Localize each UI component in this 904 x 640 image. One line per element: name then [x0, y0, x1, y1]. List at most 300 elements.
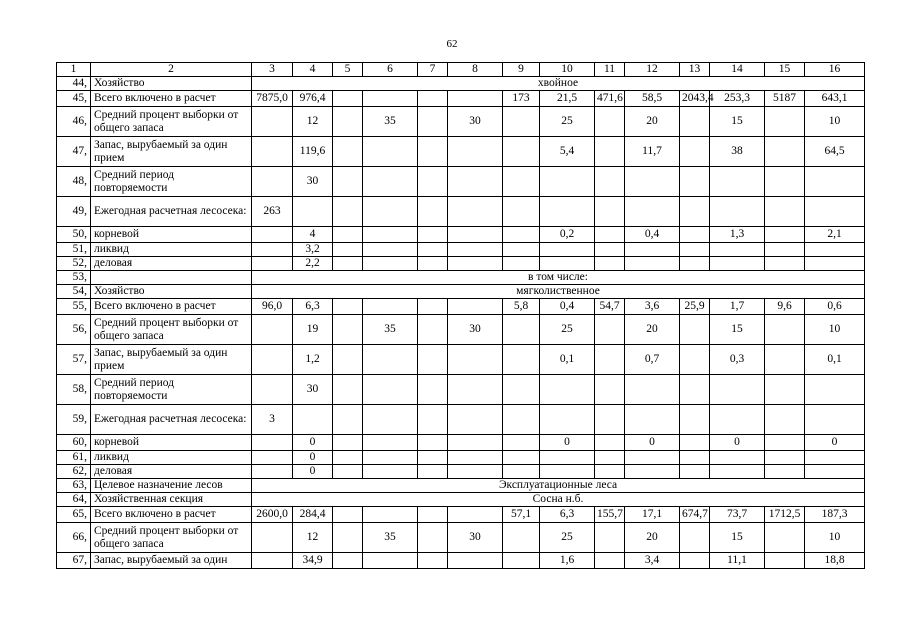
row-label: Целевое назначение лесов: [91, 479, 252, 493]
row-number: 51,: [57, 243, 91, 257]
row-label: Хозяйственная секция: [91, 493, 252, 507]
row-number: 49,: [57, 197, 91, 227]
table-cell: 2,1: [805, 227, 865, 243]
table-cell: [680, 227, 710, 243]
table-cell: [333, 107, 363, 137]
table-cell: [765, 451, 805, 465]
table-cell: [363, 227, 418, 243]
table-row: [57, 137, 865, 167]
table-row: [57, 243, 865, 257]
table-cell: 30: [448, 523, 503, 553]
column-header: 14: [710, 63, 765, 77]
table-cell: [448, 375, 503, 405]
table-cell: [418, 523, 448, 553]
table-cell: [363, 553, 418, 569]
table-cell: 10: [805, 315, 865, 345]
table-cell: [595, 345, 625, 375]
table-cell: [418, 227, 448, 243]
table-cell: [333, 167, 363, 197]
table-cell: [448, 299, 503, 315]
table-cell: [680, 137, 710, 167]
table-cell: 0,3: [710, 345, 765, 375]
table-cell: [252, 167, 293, 197]
table-cell: 173: [503, 91, 540, 107]
table-cell: [765, 523, 805, 553]
table-cell: 263: [252, 197, 293, 227]
row-label: Запас, вырубаемый за один прием: [91, 345, 252, 375]
table-cell: [805, 243, 865, 257]
table-cell: [765, 107, 805, 137]
table-cell: [503, 345, 540, 375]
table-cell: [418, 91, 448, 107]
table-cell: [805, 405, 865, 435]
table-cell: [805, 197, 865, 227]
page-number: 62: [446, 38, 458, 50]
table-cell: [333, 553, 363, 569]
row-number: 57,: [57, 345, 91, 375]
table-cell: [363, 375, 418, 405]
table-cell: 0: [710, 435, 765, 451]
table-row: [57, 227, 865, 243]
table-cell: [805, 465, 865, 479]
table-cell: 73,7: [710, 507, 765, 523]
table-cell: [252, 227, 293, 243]
table-cell: [805, 167, 865, 197]
table-cell: [333, 91, 363, 107]
table-cell: [680, 197, 710, 227]
table-cell: 20: [625, 523, 680, 553]
table-cell: 57,1: [503, 507, 540, 523]
table-cell: [625, 405, 680, 435]
table-cell: [765, 227, 805, 243]
column-header: 10: [540, 63, 595, 77]
column-header: 11: [595, 63, 625, 77]
table-cell: [363, 167, 418, 197]
table-cell: [625, 243, 680, 257]
table-row: [57, 107, 865, 137]
row-number: 44,: [57, 77, 91, 91]
table-cell: [503, 553, 540, 569]
table-cell: [418, 345, 448, 375]
table-cell: [595, 167, 625, 197]
table-cell: 58,5: [625, 91, 680, 107]
table-cell: [333, 345, 363, 375]
table-cell: [540, 167, 595, 197]
table-cell: [503, 137, 540, 167]
table-cell: 25: [540, 107, 595, 137]
table-cell: [503, 257, 540, 271]
table-cell: [252, 523, 293, 553]
table-cell: 5,4: [540, 137, 595, 167]
table-cell: [680, 465, 710, 479]
table-cell: 10: [805, 107, 865, 137]
table-row: [57, 257, 865, 271]
row-label: Хозяйство: [91, 77, 252, 91]
row-label: ликвид: [91, 243, 252, 257]
row-number: 66,: [57, 523, 91, 553]
table-cell: 0: [805, 435, 865, 451]
table-cell: [595, 375, 625, 405]
table-cell: [418, 553, 448, 569]
row-number: 64,: [57, 493, 91, 507]
table-cell: [448, 435, 503, 451]
table-cell: [252, 435, 293, 451]
table-cell: 38: [710, 137, 765, 167]
table-cell: [363, 507, 418, 523]
table-cell: [418, 299, 448, 315]
table-cell: [625, 167, 680, 197]
row-label: Всего включено в расчет: [91, 91, 252, 107]
table-cell: [503, 227, 540, 243]
table-cell: 119,6: [293, 137, 333, 167]
table-cell: [333, 227, 363, 243]
table-cell: [710, 451, 765, 465]
table-cell: [333, 375, 363, 405]
table-cell: 2,2: [293, 257, 333, 271]
table-cell: [503, 465, 540, 479]
table-cell: [710, 257, 765, 271]
table-cell: [765, 137, 805, 167]
table-cell: [503, 167, 540, 197]
table-cell: [710, 167, 765, 197]
table-cell: [680, 451, 710, 465]
table-cell: [625, 465, 680, 479]
table-cell: [252, 243, 293, 257]
row-label: Всего включено в расчет: [91, 299, 252, 315]
table-cell: [252, 451, 293, 465]
row-label: Запас, вырубаемый за один: [91, 553, 252, 569]
table-cell: [333, 465, 363, 479]
row-number: 55,: [57, 299, 91, 315]
table-cell: [448, 405, 503, 435]
table-cell: 11,1: [710, 553, 765, 569]
section-heading: хвойное: [252, 77, 865, 91]
table-cell: [710, 375, 765, 405]
table-cell: [765, 405, 805, 435]
table-cell: [680, 345, 710, 375]
row-number: 48,: [57, 167, 91, 197]
section-heading: в том числе:: [252, 271, 865, 285]
section-heading: Эксплуатационные леса: [252, 479, 865, 493]
table-cell: 0,6: [805, 299, 865, 315]
row-label: Средний процент выборки от общего запаса: [91, 523, 252, 553]
table-cell: [448, 227, 503, 243]
table-row: [57, 553, 865, 569]
table-cell: 0,1: [805, 345, 865, 375]
table-cell: [680, 523, 710, 553]
row-label: Ежегодная расчетная лесосека:: [91, 405, 252, 435]
table-cell: [625, 375, 680, 405]
column-header: 8: [448, 63, 503, 77]
table-cell: [448, 167, 503, 197]
table-cell: 20: [625, 315, 680, 345]
table-cell: [418, 435, 448, 451]
row-number: 50,: [57, 227, 91, 243]
table-cell: 35: [363, 523, 418, 553]
table-row: [57, 299, 865, 315]
table-cell: [418, 243, 448, 257]
table-cell: [625, 257, 680, 271]
table-cell: [680, 167, 710, 197]
table-cell: [333, 243, 363, 257]
row-number: 67,: [57, 553, 91, 569]
table-cell: [595, 465, 625, 479]
table-cell: [293, 405, 333, 435]
table-cell: [680, 243, 710, 257]
table-cell: 25,9: [680, 299, 710, 315]
table-cell: 30: [448, 107, 503, 137]
table-cell: [418, 197, 448, 227]
column-header: 4: [293, 63, 333, 77]
row-label: деловая: [91, 465, 252, 479]
table-cell: [595, 451, 625, 465]
table-cell: [680, 257, 710, 271]
table-cell: 0: [293, 465, 333, 479]
table-cell: [448, 465, 503, 479]
table-cell: 1,7: [710, 299, 765, 315]
row-label: корневой: [91, 435, 252, 451]
table-row: [57, 435, 865, 451]
table-cell: [448, 197, 503, 227]
table-cell: [595, 405, 625, 435]
table-cell: [363, 451, 418, 465]
table-cell: [333, 315, 363, 345]
row-label: Запас, вырубаемый за один прием: [91, 137, 252, 167]
table-cell: 25: [540, 523, 595, 553]
table-cell: 0: [540, 435, 595, 451]
table-cell: [805, 257, 865, 271]
table-cell: 20: [625, 107, 680, 137]
table-cell: [595, 107, 625, 137]
row-number: 46,: [57, 107, 91, 137]
table-cell: [595, 227, 625, 243]
row-label: Средний процент выборки от общего запаса: [91, 107, 252, 137]
table-cell: [503, 197, 540, 227]
row-label: Всего включено в расчет: [91, 507, 252, 523]
section-heading: мягколиственное: [252, 285, 865, 299]
row-number: 62,: [57, 465, 91, 479]
table-cell: [418, 465, 448, 479]
table-cell: 0: [293, 435, 333, 451]
table-cell: [252, 137, 293, 167]
table-cell: [252, 315, 293, 345]
table-row: [57, 493, 865, 507]
row-number: 59,: [57, 405, 91, 435]
table-cell: [252, 345, 293, 375]
column-header: 15: [765, 63, 805, 77]
table-body: [57, 63, 865, 569]
row-number: 52,: [57, 257, 91, 271]
section-heading: Сосна н.б.: [252, 493, 865, 507]
row-number: 56,: [57, 315, 91, 345]
table-cell: [540, 197, 595, 227]
table-cell: 1,2: [293, 345, 333, 375]
table-cell: [503, 451, 540, 465]
table-cell: 5187: [765, 91, 805, 107]
table-cell: [503, 243, 540, 257]
table-cell: 18,8: [805, 553, 865, 569]
table-cell: [333, 299, 363, 315]
table-cell: [448, 257, 503, 271]
table-cell: 674,7: [680, 507, 710, 523]
table-row: [57, 197, 865, 227]
table-cell: [765, 345, 805, 375]
table-cell: 0: [625, 435, 680, 451]
row-number: 65,: [57, 507, 91, 523]
table-cell: [503, 523, 540, 553]
table-cell: [418, 257, 448, 271]
table-cell: [503, 107, 540, 137]
table-cell: [333, 405, 363, 435]
table-cell: 15: [710, 523, 765, 553]
row-label: Средний процент выборки от общего запаса: [91, 315, 252, 345]
table-cell: [680, 405, 710, 435]
table-cell: [595, 553, 625, 569]
table-cell: 2600,0: [252, 507, 293, 523]
table-cell: 35: [363, 315, 418, 345]
table-cell: [333, 451, 363, 465]
table-cell: [503, 435, 540, 451]
table-cell: [765, 553, 805, 569]
table-cell: 0,4: [540, 299, 595, 315]
table-cell: [363, 465, 418, 479]
table-cell: [333, 523, 363, 553]
table-cell: 284,4: [293, 507, 333, 523]
row-number: 58,: [57, 375, 91, 405]
table-row: [57, 507, 865, 523]
table-cell: 3: [252, 405, 293, 435]
column-header: 13: [680, 63, 710, 77]
table-cell: [363, 257, 418, 271]
table-cell: [595, 257, 625, 271]
table-cell: [595, 315, 625, 345]
table-cell: [595, 243, 625, 257]
table-cell: 30: [293, 167, 333, 197]
table-cell: 17,1: [625, 507, 680, 523]
table-cell: [418, 507, 448, 523]
table-row: [57, 285, 865, 299]
table-cell: 643,1: [805, 91, 865, 107]
table-cell: [252, 465, 293, 479]
table-cell: [680, 315, 710, 345]
table-cell: 471,6: [595, 91, 625, 107]
table-cell: [252, 375, 293, 405]
table-cell: [448, 451, 503, 465]
table-cell: [540, 451, 595, 465]
row-number: 47,: [57, 137, 91, 167]
table-cell: 5,8: [503, 299, 540, 315]
table-cell: 19: [293, 315, 333, 345]
table-cell: 0,7: [625, 345, 680, 375]
table-cell: [595, 523, 625, 553]
table-cell: 96,0: [252, 299, 293, 315]
table-cell: 11,7: [625, 137, 680, 167]
table-cell: [418, 315, 448, 345]
table-cell: [363, 137, 418, 167]
table-cell: 34,9: [293, 553, 333, 569]
row-label: Ежегодная расчетная лесосека:: [91, 197, 252, 227]
table-cell: [595, 197, 625, 227]
table-cell: [363, 435, 418, 451]
row-label: корневой: [91, 227, 252, 243]
forest-calculation-table: [56, 62, 865, 569]
table-row: [57, 405, 865, 435]
row-number: 63,: [57, 479, 91, 493]
table-cell: [765, 167, 805, 197]
table-cell: [540, 405, 595, 435]
table-cell: [252, 107, 293, 137]
table-cell: [363, 197, 418, 227]
table-cell: [680, 375, 710, 405]
table-cell: 0: [293, 451, 333, 465]
table-cell: [765, 257, 805, 271]
table-cell: 12: [293, 107, 333, 137]
table-row: [57, 375, 865, 405]
table-row: [57, 479, 865, 493]
table-cell: [448, 243, 503, 257]
table-cell: 0,1: [540, 345, 595, 375]
table-row: [57, 523, 865, 553]
table-cell: [448, 553, 503, 569]
table-cell: [540, 465, 595, 479]
row-label: Средний период повторяемости: [91, 167, 252, 197]
table-cell: [363, 345, 418, 375]
table-cell: [363, 405, 418, 435]
table-cell: 2043,4: [680, 91, 710, 107]
table-cell: 25: [540, 315, 595, 345]
row-label: Средний период повторяемости: [91, 375, 252, 405]
table-cell: 6,3: [293, 299, 333, 315]
table-cell: [448, 137, 503, 167]
table-cell: [333, 197, 363, 227]
table-cell: [418, 405, 448, 435]
table-cell: 4: [293, 227, 333, 243]
table-row: [57, 465, 865, 479]
table-cell: [765, 197, 805, 227]
table-cell: [805, 375, 865, 405]
row-label: ликвид: [91, 451, 252, 465]
column-header: 7: [418, 63, 448, 77]
table-cell: 10: [805, 523, 865, 553]
table-cell: [252, 553, 293, 569]
table-cell: 3,6: [625, 299, 680, 315]
column-header: 1: [57, 63, 91, 77]
table-cell: [710, 243, 765, 257]
table-cell: [363, 299, 418, 315]
row-number: 60,: [57, 435, 91, 451]
table-cell: [540, 257, 595, 271]
table-row: [57, 167, 865, 197]
table-cell: [333, 435, 363, 451]
table-cell: 6,3: [540, 507, 595, 523]
table-cell: 7875,0: [252, 91, 293, 107]
table-cell: 15: [710, 315, 765, 345]
table-cell: [448, 507, 503, 523]
table-cell: [595, 435, 625, 451]
table-cell: 1,6: [540, 553, 595, 569]
table-cell: 0,2: [540, 227, 595, 243]
table-cell: [625, 197, 680, 227]
table-cell: 54,7: [595, 299, 625, 315]
table-cell: [503, 315, 540, 345]
column-header: 5: [333, 63, 363, 77]
table-cell: [765, 465, 805, 479]
table-cell: [333, 257, 363, 271]
table-cell: [765, 243, 805, 257]
table-cell: 15: [710, 107, 765, 137]
table-cell: 1712,5: [765, 507, 805, 523]
table-cell: 253,3: [710, 91, 765, 107]
